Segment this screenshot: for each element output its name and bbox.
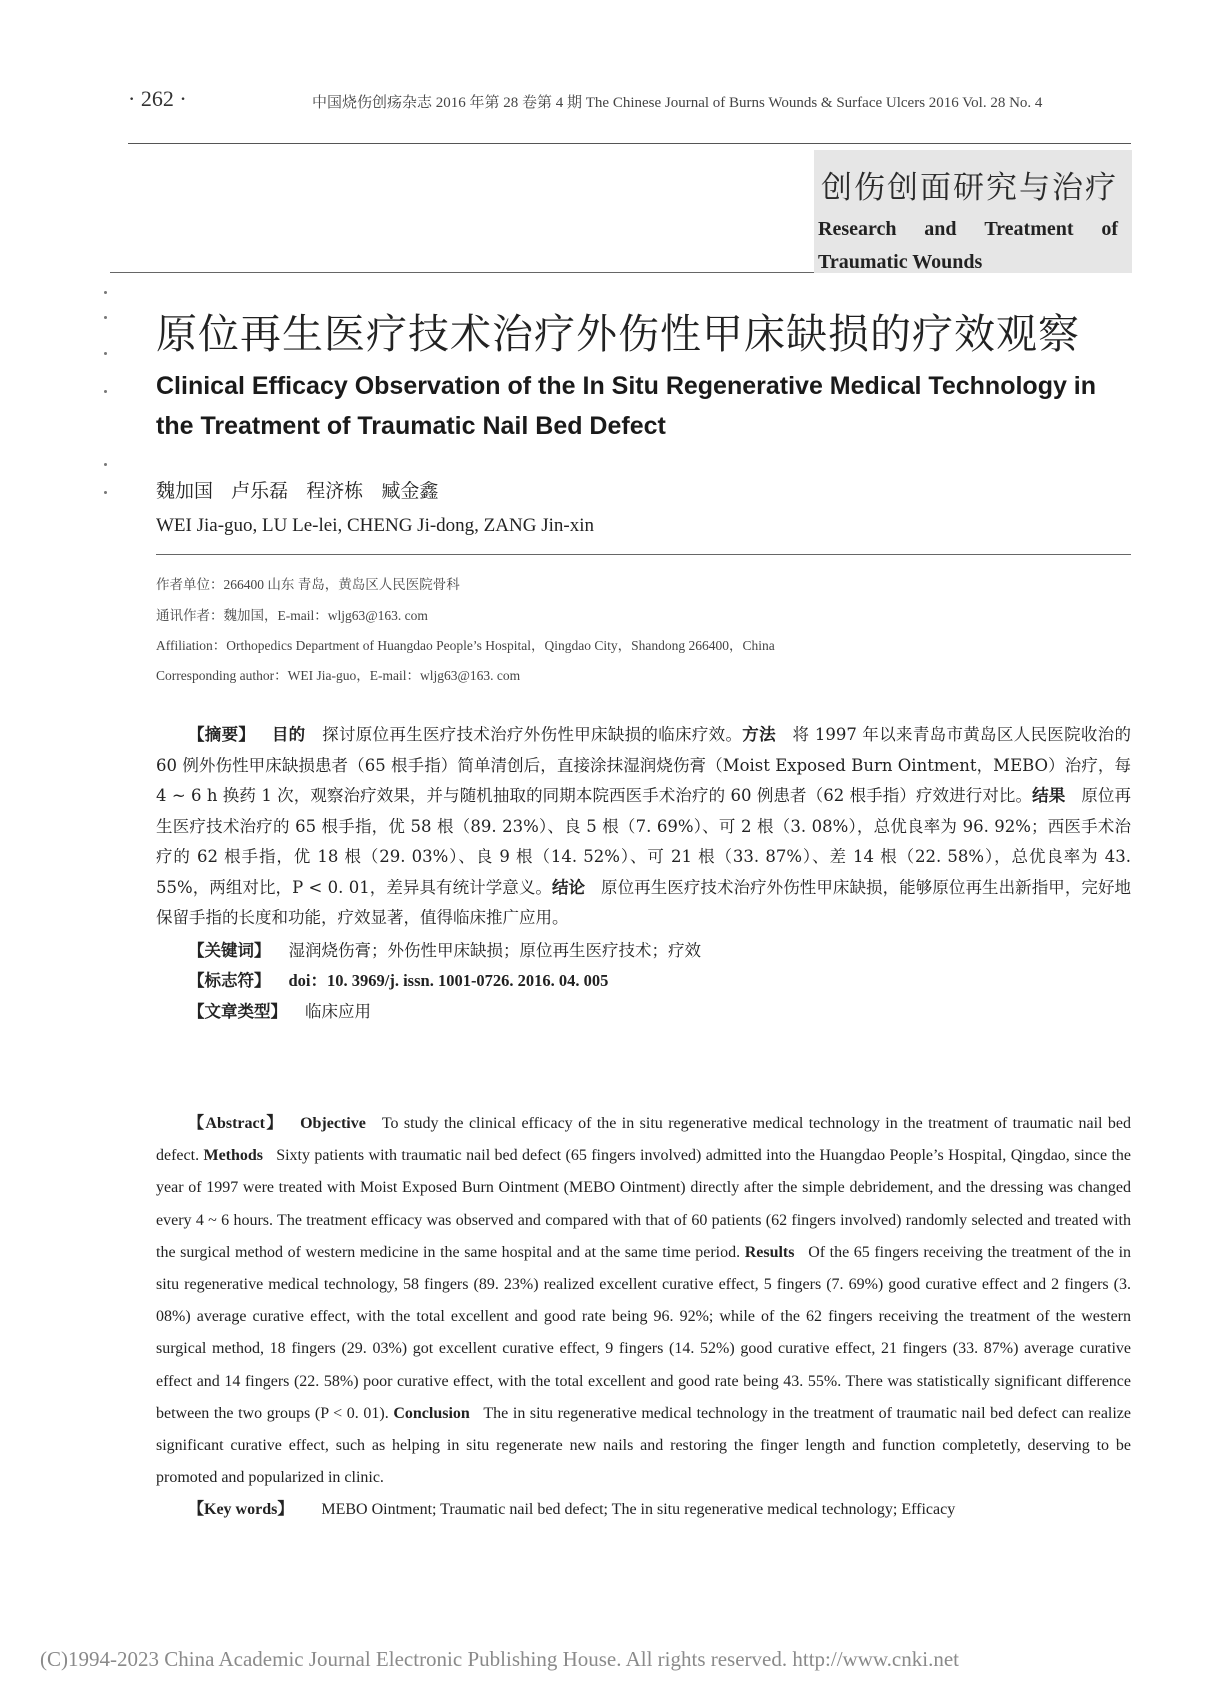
section-title-cn: 创伤创面研究与治疗 bbox=[821, 170, 1118, 206]
results-label-cn: 结果 bbox=[1032, 786, 1066, 805]
results-text-en: Of the 65 fingers receiving the treatment of the in situ regenerative medical technology, 58 fingers (89. 23%) realized excellent curative effect, 5 fingers (7. 69%) good curative effect and 2 fingers (3. 08%) average curative effect, with the total excellent and good rate being 96. 92%; while of the 62 fingers receiving the treatment of the western surgical method, 18 fingers (29. 03%) got excellent curative effect, 9 fingers (14. 52%) good curative effect, 21 fingers (33. 87%) average curative effect and 14 fingers (22. 58%) poor curative effect, with the total excellent and good rate being 43. 55%. There was statistically significant difference between the two groups (P < 0. 01). bbox=[156, 1243, 1132, 1422]
section-word: Research bbox=[818, 218, 897, 240]
abstract-en-body bbox=[156, 1108, 1131, 1494]
authors-cn: 魏加国 卢乐磊 程济栋 臧金鑫 bbox=[156, 480, 439, 502]
header-rule bbox=[128, 143, 1131, 144]
results-label-en: Results bbox=[744, 1243, 795, 1261]
margin-mark bbox=[104, 390, 107, 393]
page-number: · 262 · bbox=[128, 86, 187, 111]
affiliation-en: Affiliation：Orthopedics Department of Huangdao People’s Hospital，Qingdao City，Shandong 266400，China bbox=[156, 638, 775, 653]
section-word: Treatment bbox=[984, 218, 1074, 240]
methods-label-cn: 方法 bbox=[742, 725, 776, 744]
margin-mark bbox=[104, 291, 107, 294]
section-word: and bbox=[924, 218, 957, 240]
objective-text-en: To study the clinical efficacy of the in situ regenerative medical technology in the treatment of traumatic nail bed defect. bbox=[156, 1115, 1132, 1165]
margin-mark bbox=[104, 491, 107, 494]
section-word: of bbox=[1101, 218, 1118, 240]
abstract-cn-label: 【摘要】 bbox=[188, 725, 256, 744]
objective-label-cn: 目的 bbox=[271, 725, 306, 744]
journal-header: 中国烧伤创疡杂志 2016 年第 28 卷第 4 期 The Chinese Journal of Burns Wounds & Surface Ulcers 2016 Vol. 28 No. 4 bbox=[312, 95, 1043, 111]
conclusion-label-en: Conclusion bbox=[393, 1404, 470, 1422]
article-type-label: 【文章类型】 bbox=[188, 1001, 287, 1021]
margin-mark bbox=[104, 463, 107, 466]
margin-mark bbox=[104, 316, 107, 319]
keywords-row-cn bbox=[156, 936, 1131, 967]
section-rule bbox=[110, 272, 814, 273]
keywords-label-cn: 【关键词】 bbox=[188, 940, 271, 960]
abstract-en-label: 【Abstract】 bbox=[188, 1115, 284, 1132]
objective-label-en: Objective bbox=[300, 1115, 366, 1132]
methods-text-en: Sixty patients with traumatic nail bed defect (65 fingers involved) admitted into the Huangdao People’s Hospital, Qingdao, since the year of 1997 were treated with Moist Exposed Burn Ointment (MEBO Ointment) directly after the simple debridement, and the dressing was changed every 4 ~ 6 hours. The treatment efficacy was observed and compared with that of 60 patients (62 fingers involved) randomly selected and treated with the surgical method of western medicine in the same hospital and at the same time period. bbox=[156, 1147, 1132, 1261]
conclusion-text-cn: 原位再生医疗技术治疗外伤性甲床缺损，能够原位再生出新指甲，完好地保留手指的长度和功能，疗效显著，值得临床推广应用。 bbox=[156, 877, 1132, 927]
conclusion-text-en: The in situ regenerative medical technology in the treatment of traumatic nail bed defect can realize significant curative effect, such as helping in situ regenerate new nails and restoring the finger length and function completetly, deserving to be promoted and popularized in clinic. bbox=[156, 1404, 1132, 1487]
article-type-row bbox=[156, 997, 1131, 1028]
doi-row bbox=[156, 966, 1131, 997]
corresponding-author-en: Corresponding author：WEI Jia-guo，E-mail：wljg63@163. com bbox=[156, 668, 521, 683]
section-title-en bbox=[818, 213, 1118, 279]
abstract-en bbox=[156, 1108, 1131, 1527]
conclusion-label-cn: 结论 bbox=[551, 877, 586, 897]
doi-text: doi：10. 3969/j. issn. 1001-0726. 2016. 04. 005 bbox=[288, 971, 609, 990]
copyright-footer: (C)1994-2023 China Academic Journal Electronic Publishing House. All rights reserved. http://www.cnki.net bbox=[40, 1647, 959, 1671]
methods-text-cn: 将 1997 年以来青岛市黄岛区人民医院收治的 60 例外伤性甲床缺损患者（65 根手指）简单清创后，直接涂抹湿润烧伤膏（Moist Exposed Burn Ointment，MEBO）治疗，每 4 ~ 6 h 换药 1 次，观察治疗效果，并与随机抽取的同期本院西医手术治疗的 60 例患者（62 根手指）疗效进行对比。 bbox=[156, 725, 1131, 805]
section-label-box bbox=[814, 150, 1132, 273]
doi-label: 【标志符】 bbox=[188, 971, 271, 990]
article-title-cn: 原位再生医疗技术治疗外伤性甲床缺损的疗效观察 bbox=[156, 310, 1080, 358]
article-type-text: 临床应用 bbox=[305, 1001, 371, 1021]
keywords-label-en: 【Key words】 bbox=[188, 1501, 294, 1519]
abstract-cn-meta bbox=[156, 936, 1131, 1028]
keywords-row-en bbox=[156, 1494, 1131, 1526]
abstract-cn-body bbox=[156, 720, 1131, 934]
methods-label-en: Methods bbox=[203, 1147, 264, 1165]
objective-text-cn: 探讨原位再生医疗技术治疗外伤性甲床缺损的临床疗效。 bbox=[322, 725, 743, 744]
corresponding-author-cn: 通讯作者：魏加国，E-mail：wljg63@163. com bbox=[156, 608, 428, 623]
author-rule bbox=[156, 554, 1131, 555]
margin-mark bbox=[104, 352, 107, 355]
abstract-cn bbox=[156, 720, 1131, 1027]
keywords-text-cn: 湿润烧伤膏；外伤性甲床缺损；原位再生医疗技术；疗效 bbox=[288, 940, 701, 960]
results-text-cn: 原位再生医疗技术治疗的 65 根手指，优 58 根（89. 23%）、良 5 根（7. 69%）、可 2 根（3. 08%），总优良率为 96. 92%；西医手术治疗的 62 根手指，优 18 根（29. 03%）、良 9 根（14. 52%）、可 21 根（33. 87%）、差 14 根（22. 58%），总优良率为 43. 55%，两组对比，P < 0. 01，差异具有统计学意义。 bbox=[156, 786, 1132, 897]
affiliation-cn: 作者单位：266400 山东 青岛，黄岛区人民医院骨科 bbox=[156, 577, 460, 592]
keywords-text-en: MEBO Ointment; Traumatic nail bed defect; The in situ regenerative medical technology; Efficacy bbox=[321, 1501, 956, 1519]
authors-en: WEI Jia-guo, LU Le-lei, CHENG Ji-dong, ZANG Jin-xin bbox=[156, 515, 594, 536]
section-title-en-line1 bbox=[818, 213, 1118, 246]
article-title-en: Clinical Efficacy Observation of the In Situ Regenerative Medical Technology in the Treatment of Traumatic Nail Bed Defect bbox=[156, 372, 1097, 440]
section-title-en-line2: Traumatic Wounds bbox=[818, 251, 983, 273]
